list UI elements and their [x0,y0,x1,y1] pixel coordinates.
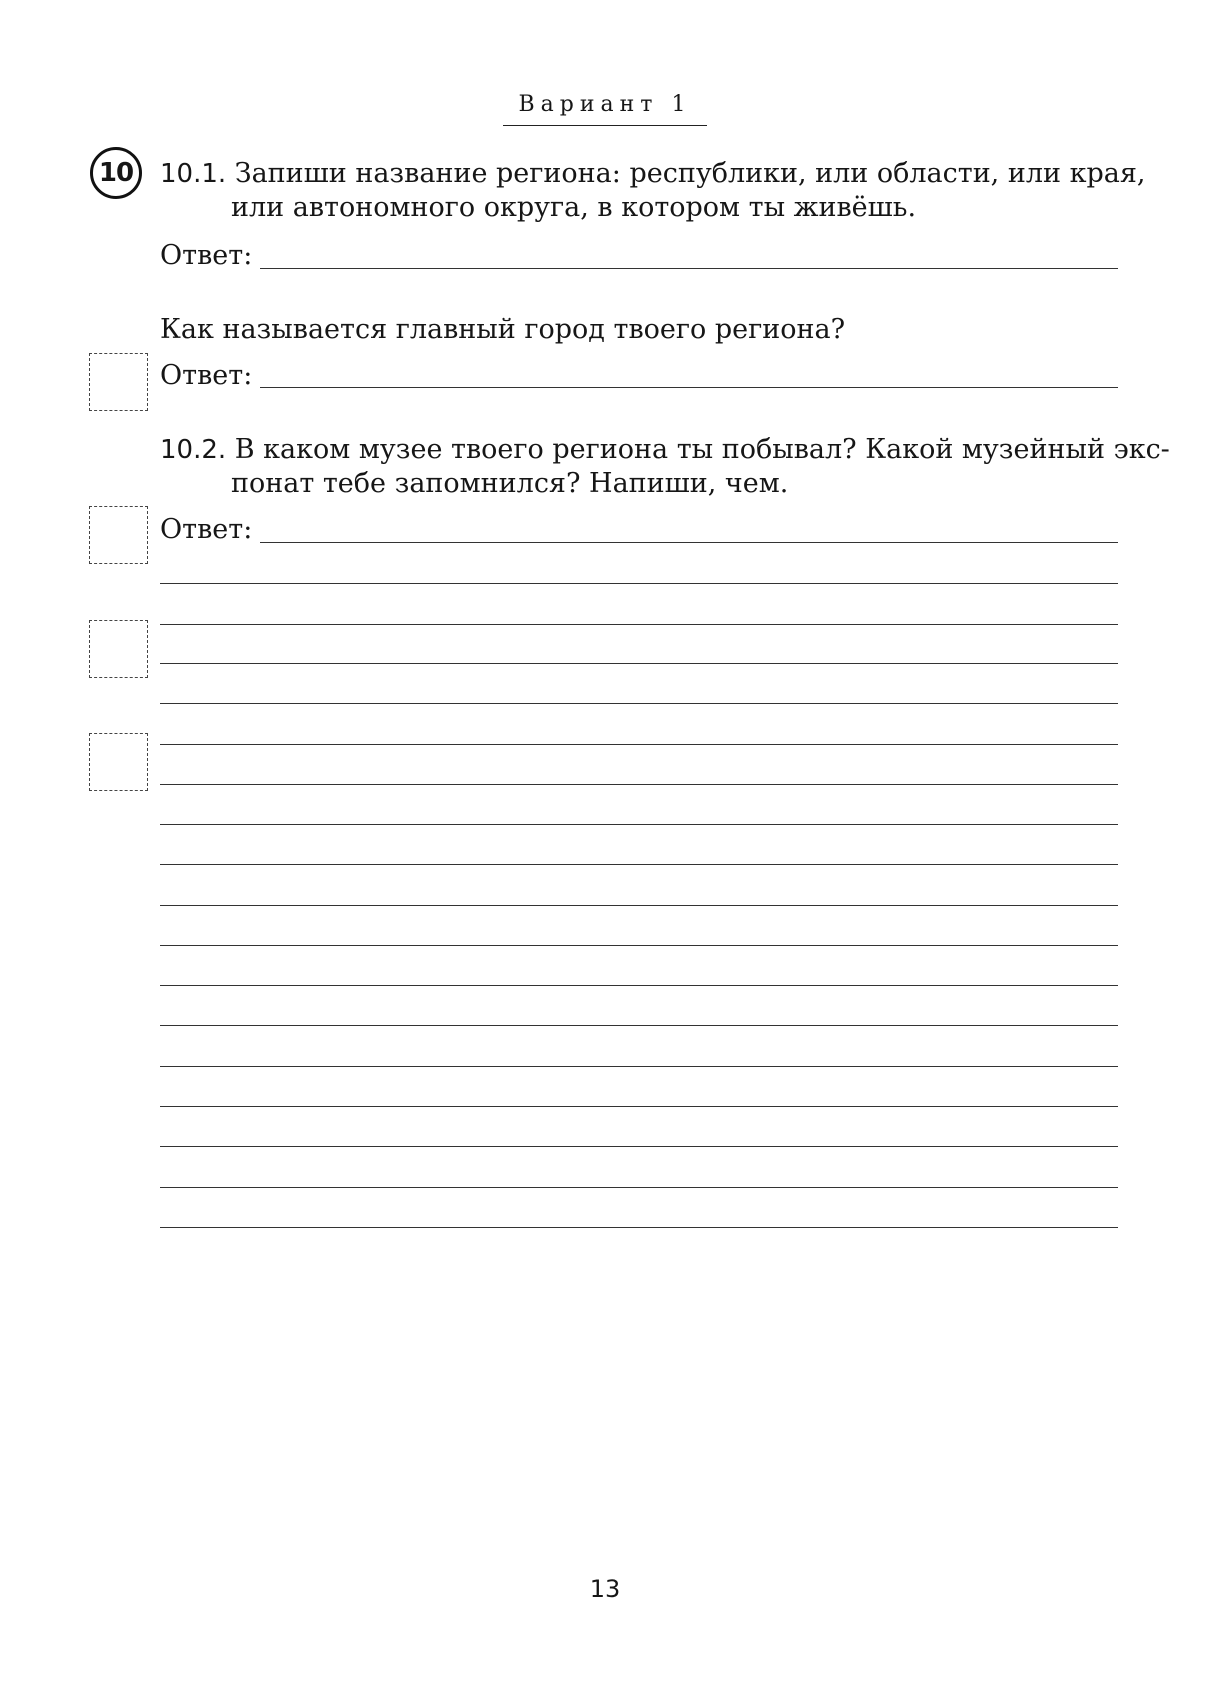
answer-line-region[interactable] [260,268,1118,269]
writing-line[interactable] [160,784,1118,785]
score-box[interactable] [89,620,148,678]
writing-line[interactable] [160,905,1118,906]
task-10-2-question-line2: понат тебе запомнился? Напиши, чем. [231,468,789,499]
subtask-number: 10.1. [160,159,227,189]
writing-line[interactable] [160,864,1118,865]
answer-label: Ответ: [160,514,253,545]
writing-line[interactable] [160,744,1118,745]
writing-line[interactable] [160,1106,1118,1107]
writing-line[interactable] [160,624,1118,625]
page-number: 13 [589,1575,621,1603]
score-box[interactable] [89,353,148,411]
writing-line[interactable] [160,1146,1118,1147]
writing-line[interactable] [160,663,1118,664]
answer-line-city[interactable] [260,387,1118,388]
task-10-2-question-line1 [160,433,1170,467]
task-10-1-question-line1 [160,157,1145,191]
task-10-1-question-line2: или автономного округа, в котором ты живёшь. [231,192,917,223]
writing-line[interactable] [160,583,1118,584]
writing-line[interactable] [160,703,1118,704]
answer-label: Ответ: [160,240,253,271]
variant-header: Вариант 1 [503,92,707,126]
writing-line[interactable] [160,985,1118,986]
writing-line[interactable] [160,1187,1118,1188]
writing-line[interactable] [160,945,1118,946]
followup-question: Как называется главный город твоего региона? [160,314,846,345]
writing-line[interactable] [160,1066,1118,1067]
writing-line[interactable] [160,1227,1118,1228]
task-number-badge: 10 [90,147,142,199]
answer-label: Ответ: [160,360,253,391]
question-text: Запиши название региона: республики, или области, или края, [234,158,1146,189]
question-text: В каком музее твоего региона ты побывал? Какой музейный экс- [234,434,1170,465]
score-box[interactable] [89,733,148,791]
writing-line[interactable] [160,1025,1118,1026]
writing-line[interactable] [160,824,1118,825]
answer-line-museum[interactable] [260,542,1118,543]
subtask-number: 10.2. [160,435,227,465]
score-box[interactable] [89,506,148,564]
